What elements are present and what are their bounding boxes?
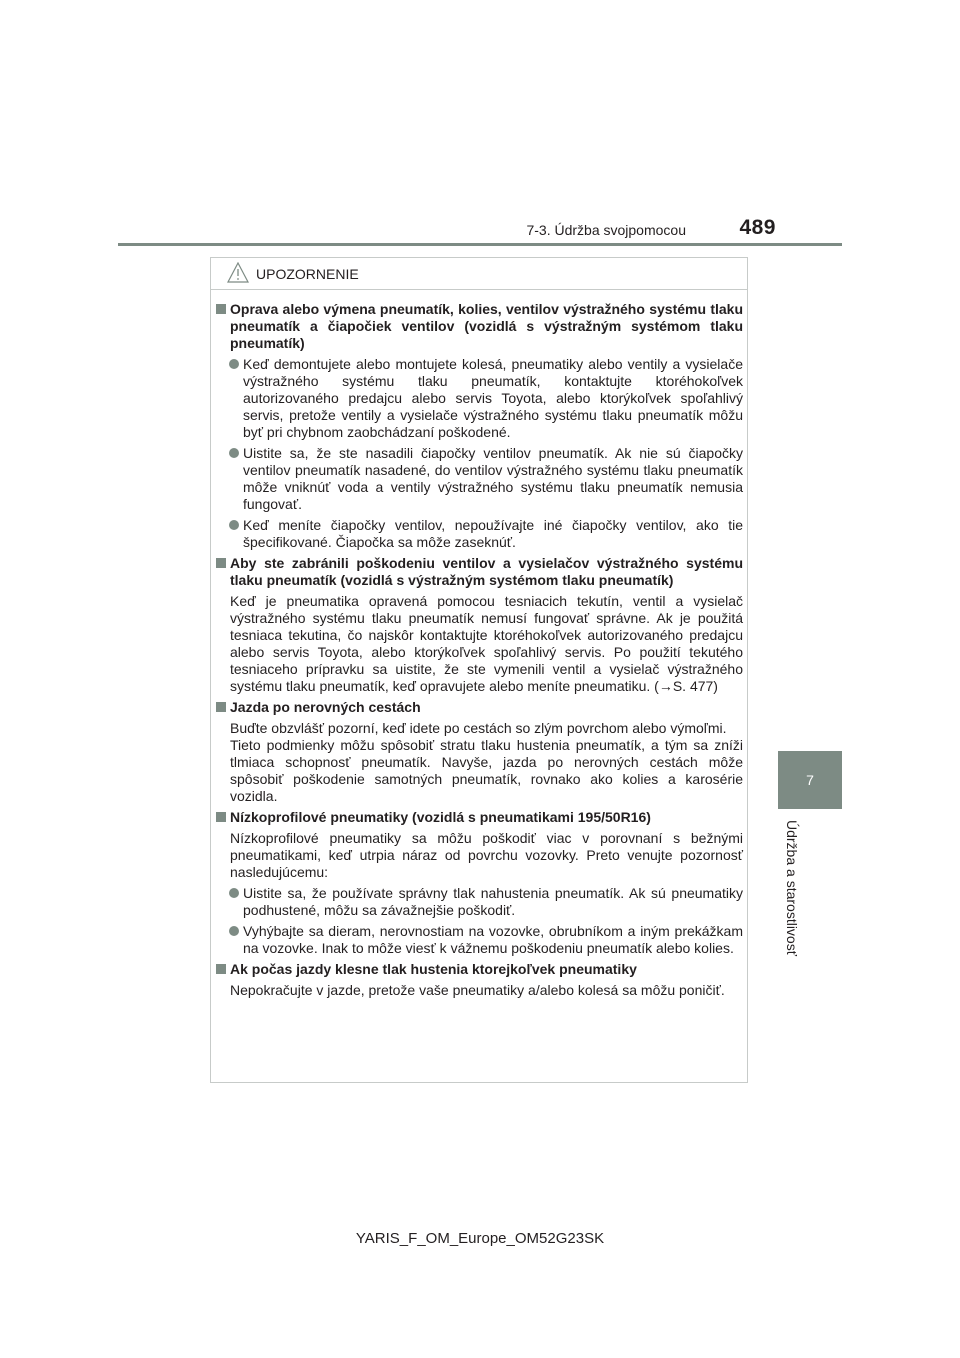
section-heading: Nízkoprofilové pneumatiky (vozidlá s pneumatikami 195/50R16) — [216, 809, 743, 826]
chapter-side-title: Údržba a starostlivosť — [784, 820, 800, 956]
round-bullet-icon — [229, 448, 239, 458]
square-bullet-icon — [216, 304, 226, 314]
warning-box — [210, 257, 748, 1083]
round-bullet-icon — [229, 359, 239, 369]
chapter-number: 7 — [806, 772, 814, 788]
warning-header — [211, 258, 747, 290]
bullet-item: Uistite sa, že používate správny tlak nahustenia pneumatík. Ak sú pneumatiky podhustené, môžu sa závažnejšie poškodiť. — [216, 885, 743, 919]
square-bullet-icon — [216, 702, 226, 712]
warning-triangle-icon — [227, 262, 249, 283]
square-bullet-icon — [216, 964, 226, 974]
section-heading: Oprava alebo výmena pneumatík, kolies, ventilov výstražného systému tlaku pneumatík a čiapočiek ventilov (vozidlá s výstražným systémom tlaku pneumatík) — [216, 301, 743, 352]
bullet-item: Vyhýbajte sa dieram, nerovnostiam na vozovke, obrubníkom a iným prekážkam na vozovke. Inak to môže viesť k vážnemu poškodeniu pneumatík alebo kolies. — [216, 923, 743, 957]
chapter-tab — [778, 751, 842, 809]
paragraph: Nepokračujte v jazde, pretože vaše pneumatiky a/alebo kolesá sa môžu poničiť. — [230, 982, 725, 998]
paragraph: Nízkoprofilové pneumatiky sa môžu poškodiť viac v porovnaní s bežnými pneumatikami, keď utrpia náraz od povrchu vozovky. Preto venujte pozornosť nasledujúcemu: — [230, 830, 743, 880]
round-bullet-icon — [229, 926, 239, 936]
round-bullet-icon — [229, 520, 239, 530]
bullet-item: Keď meníte čiapočky ventilov, nepoužívajte iné čiapočky ventilov, ako tie špecifikované. Čiapočka sa môže zaseknúť. — [216, 517, 743, 551]
section-heading: Ak počas jazdy klesne tlak hustenia ktorejkoľvek pneumatiky — [216, 961, 743, 978]
footer-document-code: YARIS_F_OM_Europe_OM52G23SK — [355, 1230, 605, 1247]
warning-body — [216, 299, 743, 1003]
paragraph: Buďte obzvlášť pozorní, keď idete po cestách so zlým povrchom alebo výmoľmi. Tieto podmienky môžu spôsobiť stratu tlaku hustenia pneumatík, a tým sa zníži tlmiaca schopnosť pneumatík. Navyše, jazda po nerovných cestách môže spôsobiť poškodenie samotných pneumatík, rovnako ako kolies a karosérie vozidla. — [230, 720, 743, 804]
warning-label: UPOZORNENIE — [256, 266, 359, 282]
bullet-item: Uistite sa, že ste nasadili čiapočky ventilov pneumatík. Ak nie sú čiapočky ventilov pneumatík nasadené, do ventilov výstražného systému tlaku pneumatík môže vniknúť voda a ventily výstražného systému tlaku pneumatík nemusia fungovať. — [216, 445, 743, 513]
section-heading: Aby ste zabránili poškodeniu ventilov a vysielačov výstražného systému tlaku pneumatík (vozidlá s výstražným systémom tlaku pneumatík) — [216, 555, 743, 589]
header-rule — [118, 243, 842, 246]
page-number: 489 — [739, 216, 776, 239]
square-bullet-icon — [216, 812, 226, 822]
bullet-item: Keď demontujete alebo montujete kolesá, pneumatiky alebo ventily a vysielače výstražného systému tlaku pneumatík, kontaktujte ktoréhokoľvek autorizovaného predajcu alebo servis Toyota, alebo ktorýkoľvek spoľahlivý servis, pretože ventily a vysielače výstražného systému tlaku pneumatík môžu byť pri chybnom zaobchádzaní poškodené. — [216, 356, 743, 441]
paragraph: Keď je pneumatika opravená pomocou tesniacich tekutín, ventil a vysielač výstražného systému tlaku pneumatík nemusí fungovať správne. Ak je použitá tesniaca tekutina, čo najskôr kontaktujte ktoréhokoľvek autorizovaného predajcu alebo servis Toyota, alebo ktorýkoľvek spoľahlivý servis. Po použití tekutého tesniaceho prípravku sa uistite, že ste vymenili ventil a vysielač výstražného systému tlaku pneumatík, keď opravujete alebo meníte pneumatiku. (→S. 477) — [230, 593, 743, 694]
square-bullet-icon — [216, 558, 226, 568]
header-section-title: 7-3. Údržba svojpomocou — [526, 222, 686, 238]
section-heading: Jazda po nerovných cestách — [216, 699, 743, 716]
round-bullet-icon — [229, 888, 239, 898]
